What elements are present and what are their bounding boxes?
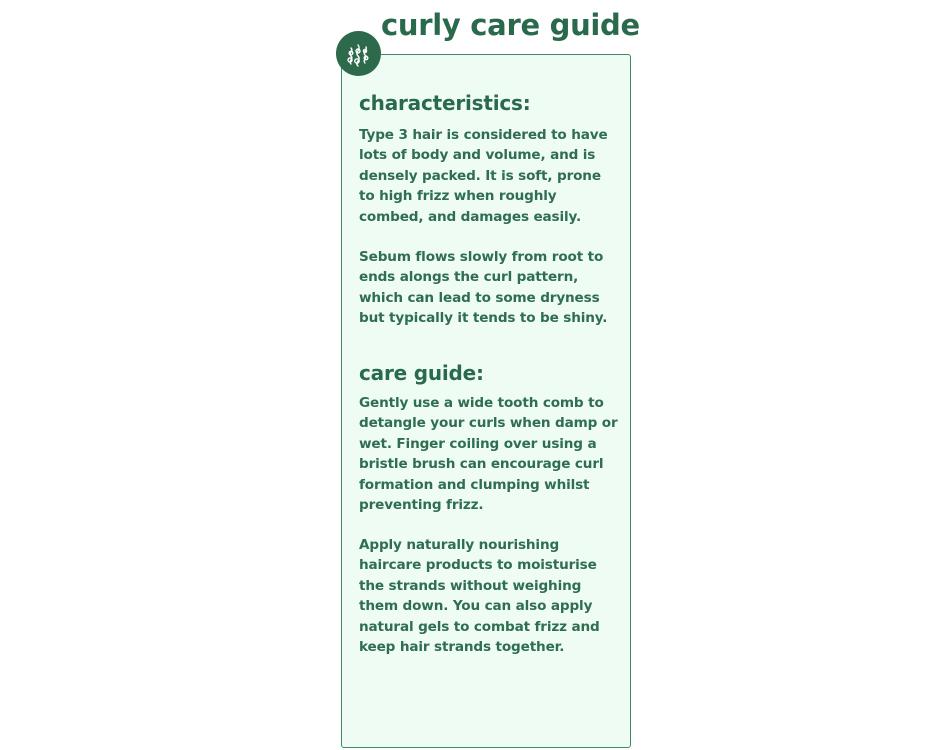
characteristics-heading: characteristics: [359, 91, 531, 115]
care-guide-heading: care guide: [359, 361, 484, 385]
characteristics-paragraph-2: Sebum flows slowly from root to ends alongs the curl pattern, which can lead to some dryness but typically it tends to be shiny. [359, 249, 608, 327]
curly-hair-icon [342, 37, 376, 71]
curly-hair-badge [336, 31, 381, 76]
care-guide-paragraph-1: Gently use a wide tooth comb to detangle your curls when damp or wet. Finger coiling over using a bristle brush can encourage curl formation and clumping whilst preventing frizz. [359, 395, 618, 514]
care-guide-card [341, 54, 631, 748]
page-title: curly care guide [381, 8, 640, 42]
care-guide-paragraph-2: Apply naturally nourishing haircare products to moisturise the strands without weighing them down. You can also apply natural gels to combat frizz and keep hair strands together. [359, 537, 600, 656]
characteristics-paragraph-1: Type 3 hair is considered to have lots of body and volume, and is densely packed. It is soft, prone to high frizz when roughly combed, and damages easily. [359, 127, 608, 225]
